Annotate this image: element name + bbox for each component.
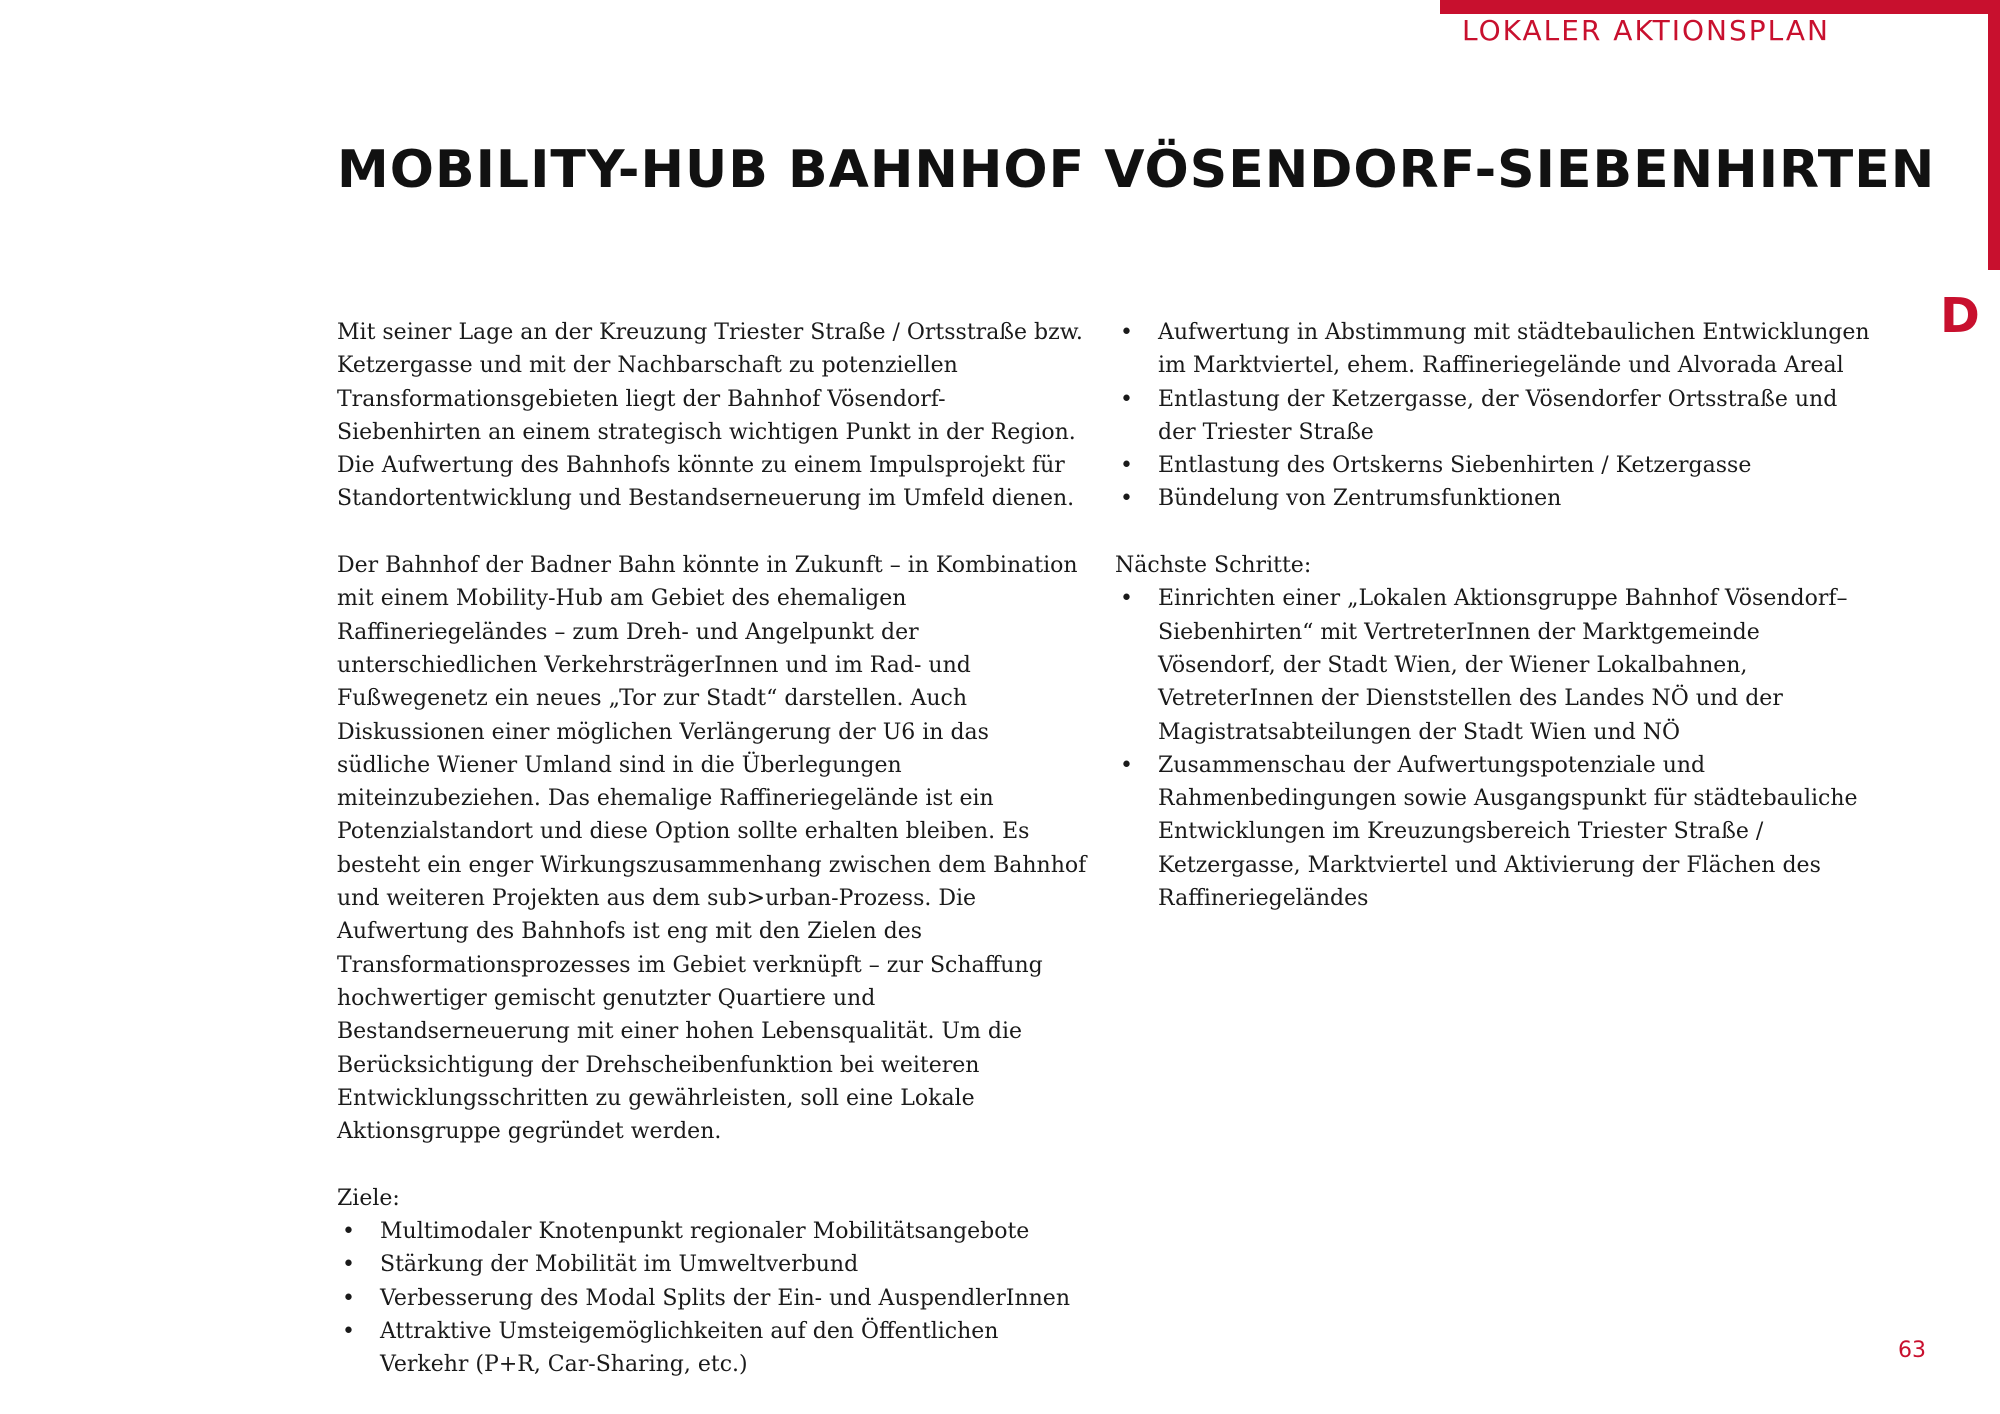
list-item: • Bündelung von Zentrumsfunktionen [1115, 482, 1870, 515]
next-steps-list [1115, 582, 1870, 915]
list-item: • Entlastung des Ortskerns Siebenhirten / Ketzergasse [1115, 449, 1870, 482]
goals-list [337, 1215, 1087, 1381]
page-title: MOBILITY-HUB BAHNHOF VÖSENDORF-SIEBENHIRTEN [337, 140, 1936, 200]
section-label: LOKALER AKTIONSPLAN [1462, 14, 1830, 47]
next-steps-heading: Nächste Schritte: [1115, 553, 1312, 579]
list-item: • Entlastung der Ketzergasse, der Vösendorfer Ortsstraße und der Triester Straße [1115, 383, 1870, 450]
list-item: • Zusammenschau der Aufwertungspotenziale und Rahmenbedingungen sowie Ausgangspunkt für städtebauliche Entwicklungen im Kreuzungsbereich Triester Straße / Ketzergasse, Marktviertel und Aktivierung der Flächen des Raffineriegeländes [1115, 749, 1870, 915]
list-item: • Verbesserung des Modal Splits der Ein- und AuspendlerInnen [337, 1282, 1087, 1315]
list-item: • Multimodaler Knotenpunkt regionaler Mobilitätsangebote [337, 1215, 1087, 1248]
list-item: • Attraktive Umsteigemöglichkeiten auf den Öffentlichen Verkehr (P+R, Car-Sharing, etc.) [337, 1315, 1087, 1382]
left-column [337, 316, 1087, 1382]
goals-list-continued [1115, 316, 1870, 516]
goals-heading: Ziele: [337, 1185, 400, 1211]
chapter-accent-bar [1988, 0, 2000, 270]
list-item: • Aufwertung in Abstimmung mit städtebaulichen Entwicklungen im Marktviertel, ehem. Raffineriegelände und Alvorada Areal [1115, 316, 1870, 383]
list-item: • Einrichten einer „Lokalen Aktionsgruppe Bahnhof Vösendorf–Siebenhirten“ mit VertreterInnen der Marktgemeinde Vösendorf, der Stadt Wien, der Wiener Lokalbahnen, VetreterInnen der Dienststellen des Landes NÖ und der Magistratsabteilungen der Stadt Wien und NÖ [1115, 582, 1870, 748]
chapter-letter: D [1940, 288, 1980, 344]
list-item: • Stärkung der Mobilität im Umweltverbund [337, 1248, 1087, 1281]
body-paragraph: Der Bahnhof der Badner Bahn könnte in Zukunft – in Kombination mit einem Mobility-Hub am Gebiet des ehemaligen Raffineriegeländes – zum Dreh- und Angelpunkt der unterschiedlichen VerkehrsträgerInnen und im Rad- und Fußwegenetz ein neues „Tor zur Stadt“ darstellen. Auch Diskussionen einer möglichen Verlängerung der U6 in das südliche Wiener Umland sind in die Überlegungen miteinzubeziehen. Das ehemalige Raffineriegelände ist ein Potenzialstandort und diese Option sollte erhalten bleiben. Es besteht ein enger Wirkungszusammenhang zwischen dem Bahnhof und weiteren Projekten aus dem sub>urban-Prozess. Die Aufwertung des Bahnhofs ist eng mit den Zielen des Transformationsprozesses im Gebiet verknüpft – zur Schaffung hochwertiger gemischt genutzter Quartiere und Bestandserneuerung mit einer hohen Lebensqualität. Um die Berücksichtigung der Drehscheibenfunktion bei weiteren Entwicklungsschritten zu gewährleisten, soll eine Lokale Aktionsgruppe gegründet werden. [337, 553, 1087, 1145]
intro-paragraph: Mit seiner Lage an der Kreuzung Triester Straße / Ortsstraße bzw. Ketzergasse und mit der Nachbarschaft zu potenziellen Transformationsgebieten liegt der Bahnhof Vösendorf-Siebenhirten an einem strategisch wichtigen Punkt in der Region. Die Aufwertung des Bahnhofs könnte zu einem Impulsprojekt für Standortentwicklung und Bestandserneuerung im Umfeld dienen. [337, 320, 1083, 512]
right-column [1115, 316, 1870, 915]
header-accent-bar [1440, 0, 2000, 14]
page-number: 63 [1898, 1338, 1926, 1363]
